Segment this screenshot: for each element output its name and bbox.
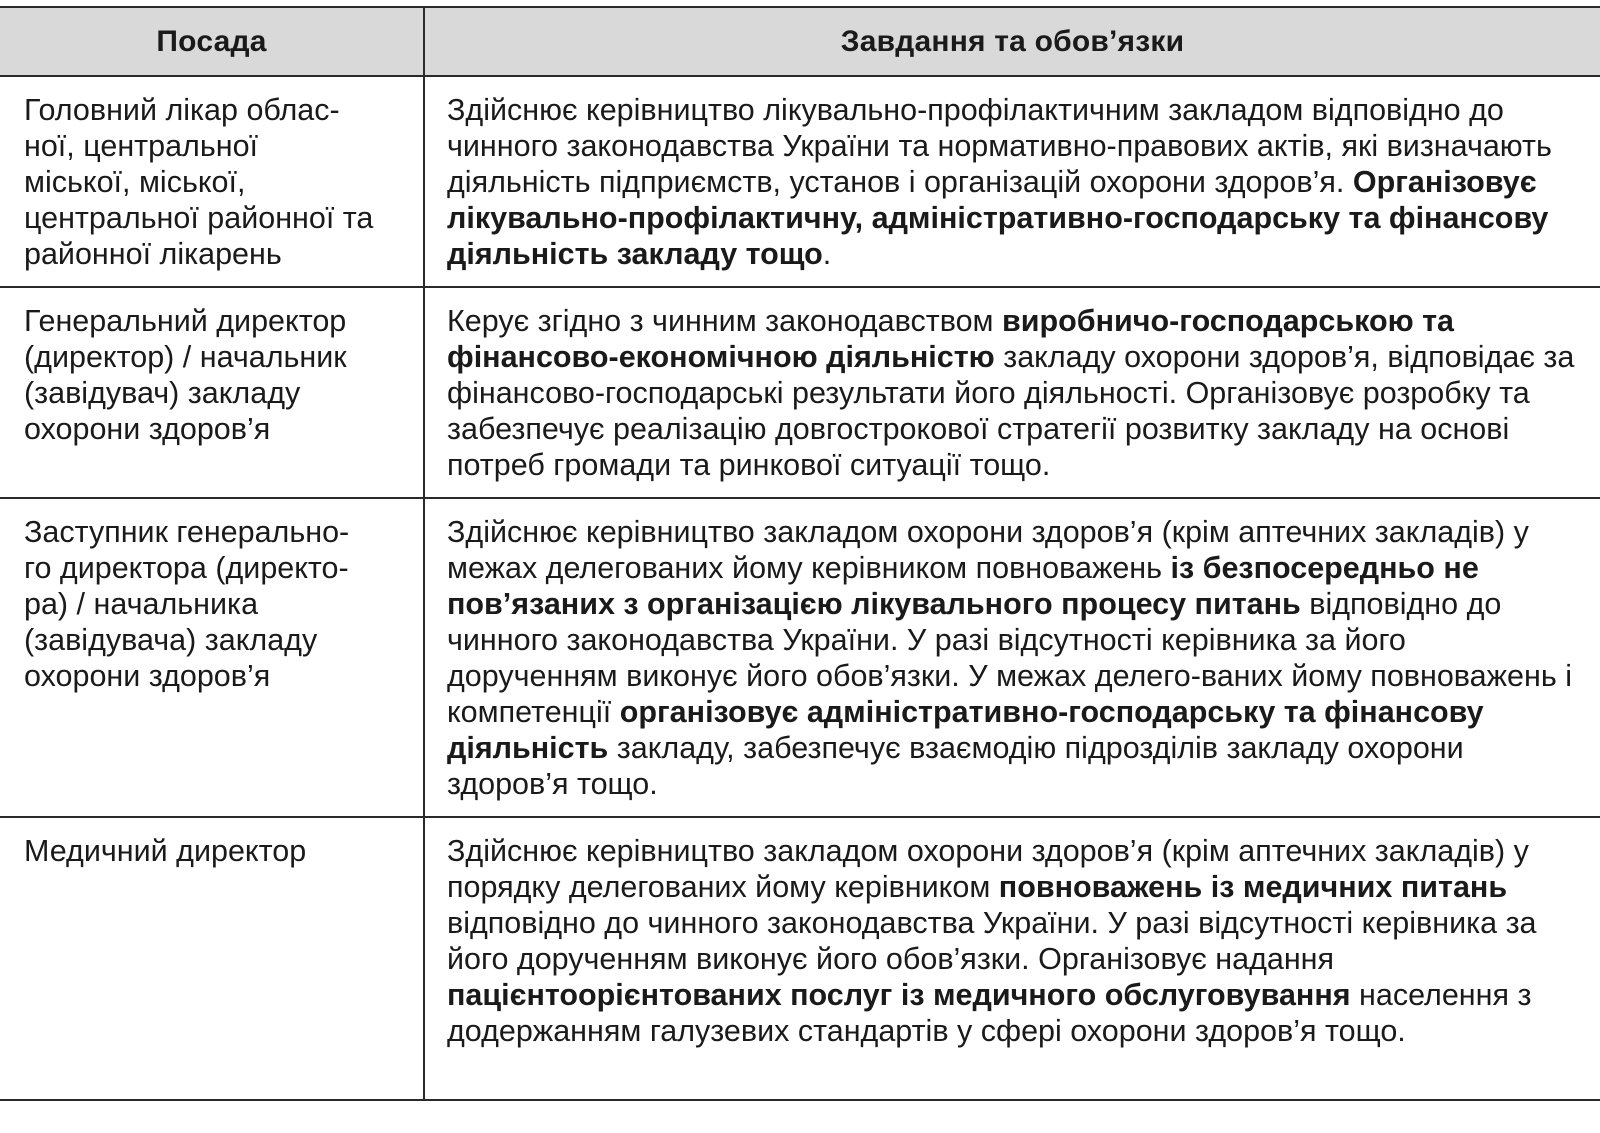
position-text: Генеральний директор (директор) / начальник (завідувач) закладу охорони здоров’я: [24, 304, 347, 446]
duties-text-segment: відповідно до чинного законодавства України. У разі відсутності керівника за його дорученням виконує його обов’язки. Організовує надання: [447, 870, 1545, 976]
header-duties: Завдання та обов’язки: [424, 7, 1600, 76]
duties-bold-segment: пацієнтоорієнтованих послуг із медичного обслуговування: [447, 978, 1351, 1012]
duties-cell: [424, 287, 1600, 498]
table-row: [0, 76, 1600, 287]
table-row: [0, 287, 1600, 498]
duties-text-segment: населення з додержанням галузевих стандартів у сфері охорони здоров’я тощо.: [447, 978, 1540, 1048]
position-cell: [0, 76, 424, 287]
position-text: Заступник генерально- го директора (директо- ра) / начальника (завідувача) закладу охорони здоров’я: [24, 515, 350, 693]
table-row: [0, 817, 1600, 1100]
duties-bold-segment: Організовує лікувально-профілактичну, адміністративно-господарську та фінансову діяльність закладу тощо: [447, 165, 1557, 271]
duties-text-segment: Керує згідно з чинним законодавством: [447, 304, 1002, 338]
duties-bold-segment: виробничо-господарською та фінансово-економічною діяльністю: [447, 304, 1463, 374]
duties-bold-segment: повноважень із медичних питань: [998, 870, 1508, 904]
duties-text-segment: відповідно до чинного законодавства України. У разі відсутності керівника за його дорученням виконує його обов’язки. У межах делего-ваних йому повноважень і компетенції: [447, 587, 1581, 729]
positions-duties-table: [0, 6, 1600, 1101]
duties-text-segment: Здійснює керівництво закладом охорони здоров’я (крім аптечних закладів) у межах делегованих йому керівником повноважень: [447, 515, 1538, 585]
position-text: Медичний директор: [24, 834, 307, 868]
duties-text-segment: Здійснює керівництво закладом охорони здоров’я (крім аптечних закладів) у порядку делегованих йому керівником: [447, 834, 1538, 904]
duties-bold-segment: організовує адміністративно-господарську та фінансову діяльність: [447, 695, 1493, 765]
duties-table-container: [0, 6, 1600, 1101]
position-cell: [0, 817, 424, 1100]
table-body: [0, 76, 1600, 1100]
duties-cell: [424, 498, 1600, 817]
position-cell: [0, 287, 424, 498]
header-position: Посада: [0, 7, 424, 76]
duties-text-segment: Здійснює керівництво лікувально-профілактичним закладом відповідно до чинного законодавства України та нормативно-правових актів, які визначають діяльність підприємств, установ і організацій охорони здоров’я.: [447, 93, 1561, 199]
duties-text-segment: закладу, забезпечує взаємодію підрозділів закладу охорони здоров’я тощо.: [447, 731, 1473, 801]
duties-cell: [424, 817, 1600, 1100]
table-row: [0, 498, 1600, 817]
duties-bold-segment: із безпосередньо не пов’язаних з організацією лікувального процесу питань: [447, 551, 1488, 621]
duties-cell: [424, 76, 1600, 287]
position-cell: [0, 498, 424, 817]
position-text: Головний лікар облас- ної, центральної міської, міської, центральної районної та районної лікарень: [24, 93, 374, 271]
duties-text-segment: .: [822, 237, 832, 271]
duties-text-segment: закладу охорони здоров’я, відповідає за фінансово-господарські результати його діяльності. Організовує розробку та забезпечує реалізацію довгострокової стратегії розвитку закладу на основі потреб громади та ринкової ситуації тощо.: [447, 340, 1583, 482]
table-header-row: [0, 7, 1600, 76]
